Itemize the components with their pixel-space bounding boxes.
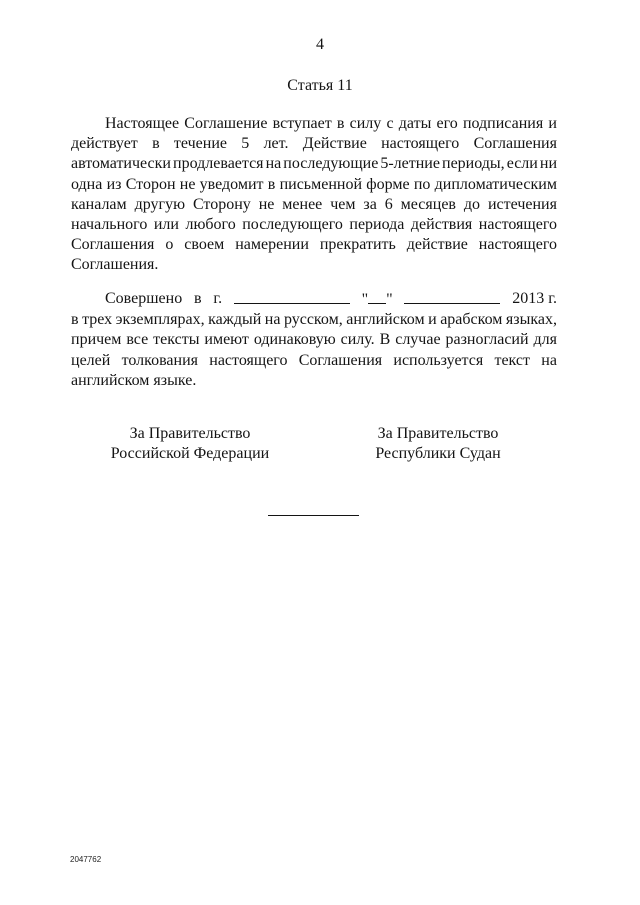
article-title: Статья 11 [287, 77, 353, 94]
end-rule [268, 515, 359, 516]
in-word: в [193, 290, 202, 307]
signature-sudan-line2: Республики Судан [375, 445, 501, 462]
text-line: начального или любого последующего периода действия настоящего [71, 216, 557, 234]
text-line: Настоящее Соглашение вступает в силу с даты его подписания и [105, 115, 557, 132]
city-abbrev: г. [213, 290, 223, 307]
text-line: целей толкования настоящего Соглашения используется текст на [71, 351, 557, 369]
day-blank [368, 289, 386, 304]
execution-details [71, 310, 557, 391]
text-line: каналам другую Сторону не менее чем за 6 месяцев до истечения [71, 195, 557, 213]
text-line: Соглашения. [71, 256, 159, 274]
text-line: причем все тексты имеют одинаковую силу. В случае разногласий для [71, 331, 557, 349]
day-field [362, 289, 393, 310]
signature-sudan [328, 424, 548, 464]
month-blank [404, 289, 500, 304]
text-line: действует в течение 5 лет. Действие настоящего Соглашения [71, 135, 557, 153]
text-line: в трех экземплярах, каждый на русском, английском и арабском языках, [71, 311, 557, 329]
signature-russia [80, 424, 300, 464]
quote-open: " [361, 291, 369, 308]
article-paragraph-1 [71, 114, 557, 276]
signature-russia-line2: Российской Федерации [110, 445, 270, 462]
text-line: одна из Сторон не уведомит в письменной форме по дипломатическим [71, 175, 557, 193]
signature-sudan-line1: За Правительство [377, 425, 499, 442]
city-blank [234, 289, 350, 304]
executed-word: Совершено [105, 290, 183, 307]
document-code: 2047762 [70, 855, 102, 864]
signature-russia-line1: За Правительство [129, 425, 251, 442]
execution-line [71, 289, 557, 310]
year-text: 2013 г. [512, 290, 557, 307]
text-line: автоматически продлевается на последующие 5-летние периоды, если ни [71, 155, 557, 173]
text-line: Соглашения о своем намерении прекратить действие настоящего [71, 236, 557, 254]
article-paragraph-2 [71, 289, 557, 391]
text-line: английском языке. [71, 371, 197, 389]
page-number: 4 [316, 36, 324, 53]
quote-close: " [386, 291, 393, 308]
